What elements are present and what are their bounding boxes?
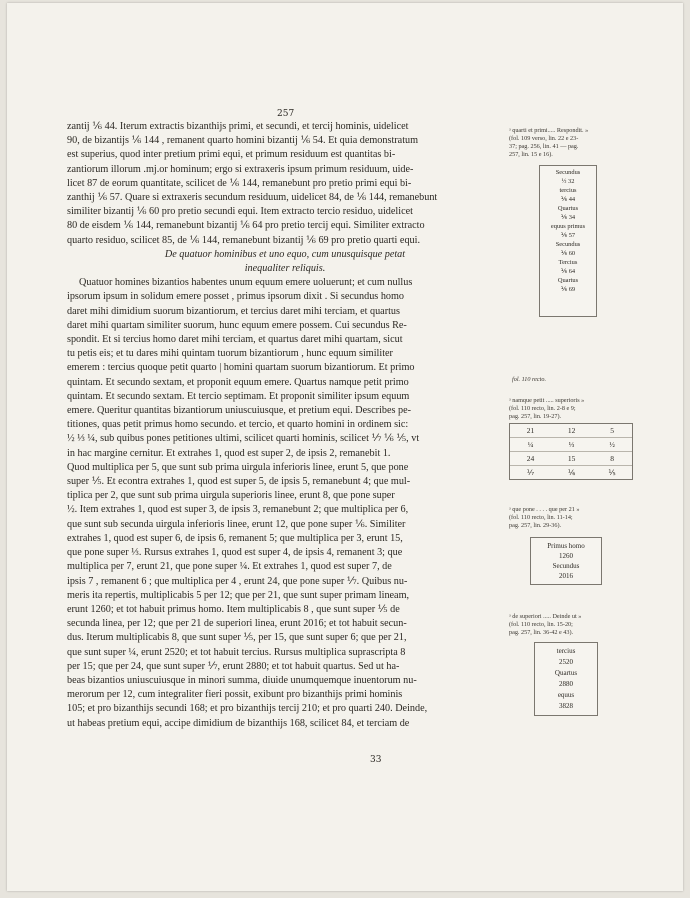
text-line: secunda linea, per 12; que per 21 de superiori linea, erunt 2016; et tot habuit secun- xyxy=(67,618,407,630)
margin-note-3 xyxy=(509,506,641,530)
text-line: quintam. Et secundo sextam. Et tercio septimam. Et proponit similiter ipsum equum xyxy=(67,390,410,402)
box-label: Secundus xyxy=(552,562,580,570)
grid-cell: ¼ xyxy=(510,438,551,452)
text-line: daret mihi quartam similiter suorum, hunc equum emere possem. Cui secundus Re- xyxy=(67,319,407,331)
box-value: ⅙ 44 xyxy=(560,196,576,203)
margin-note-4 xyxy=(509,613,641,637)
page-number: 257 xyxy=(277,109,295,119)
grid-cell: ⅐ xyxy=(526,468,535,477)
text-line: in hac margine cernitur. Et extrahes 1, quod est super 2, de ipsis 2, remanebit 1. xyxy=(67,447,391,459)
text-line: quintam. Et secundo sextam, et proponit equum emere. Quartus namque petit primo xyxy=(67,376,409,388)
text-line: zantiorum illorum .mj.or hominum; ergo si extraxeris ipsum primum residuum, uide- xyxy=(67,163,414,175)
text-line: Quatuor homines bizantios habentes unum equum emere uoluerunt; et cum nullus xyxy=(79,277,413,289)
text-line: ½ ⅓ ¼, sub quibus pones petitiones ultimi, scilicet quarti hominis, scilicet ⅐ ⅙ ⅕, vt xyxy=(67,433,420,445)
text-line: dus. Iterum multiplicabis 8, que sunt super ⅕, per 15, que sunt super 6; que per 21, xyxy=(67,632,407,644)
text-line: per 15; que per 24, que sunt super ⅐, erunt 2880; et tot habuit quartus. Sed ut ha- xyxy=(67,660,400,672)
note-line: ᵃ que pone . . . . que per 21 » xyxy=(509,506,580,513)
box-value: 2520 xyxy=(559,658,573,666)
text-line: extrahes 1, quod est super 6, de ipsis 6, remanent 5; que multiplica per 3, erunt 15, xyxy=(67,532,403,544)
grid-row xyxy=(510,466,632,480)
grid-cell: 5 xyxy=(592,424,632,438)
note-line: (fol. 109 verso, lin. 22 e 23- xyxy=(509,135,579,142)
margin-note-1 xyxy=(509,127,641,159)
margin-note-2 xyxy=(509,397,641,421)
box-value: ½ 32 xyxy=(561,178,575,185)
text-line: beas bizantios uniuscuiusque in minori summa, diuide unumquemque inuentorum nu- xyxy=(67,674,417,686)
margin-grid xyxy=(509,423,633,480)
box-value: ⅙ 64 xyxy=(560,268,576,275)
box-label: Quartus xyxy=(557,205,579,212)
text-line: est superius, quod inter pretium primi equi, et primum residuum est quantitas bi- xyxy=(67,149,396,161)
note-line: (fol. 110 recto, lin. 2-8 e 9; xyxy=(509,405,576,412)
text-line: ipsorum ipsum in solidum emere posset , primus ipsorum dixit . Si secundus homo xyxy=(67,291,405,303)
grid-cell: ½ xyxy=(592,438,632,452)
text-line: similiter bizantij ⅙ 60 pro pretio secundi equi. Item extracto tercio residuo, uidelicet xyxy=(67,206,413,218)
note-line: (fol. 110 recto, lin. 15-20; xyxy=(509,621,573,628)
note-line: pag. 257, lin. 19-27). xyxy=(509,413,562,420)
text-line: ipsis 7 , remanent 6 ; que multiplica per 4 , erunt 24, que pone super ⅐. Quibus nu- xyxy=(67,575,408,587)
text-line: tiplica per 2, que sunt sub prima uirgula superioris linee, erunt 8, que pone super xyxy=(67,490,395,502)
text-line: zanthij ⅙ 57. Quare si extraxeris secundum residuum, uidelicet 84, de ⅙ 144, remanebunt xyxy=(67,192,438,204)
box-value: ⅙ 34 xyxy=(560,214,576,221)
text-line: emerem : tercius quoque petit quarto | homini quartam suorum bizantiorum. Et primo xyxy=(67,362,415,374)
grid-cell: 8 xyxy=(592,452,632,466)
main-text xyxy=(67,120,503,731)
margin-box-first-second xyxy=(530,537,602,585)
box-value: ⅙ 60 xyxy=(560,250,576,257)
text-line: spondit. Et si tercius homo daret mihi terciam, et quartus daret mihi quartam, sicut xyxy=(67,334,403,346)
box-value: 2880 xyxy=(559,680,573,688)
box-label: Secundus xyxy=(555,169,581,176)
box-value: 2016 xyxy=(559,572,573,580)
text-line: 90, de bizantijs ⅙ 144 , remanent quarto homini bizantij ⅙ 54. Et quia demonstratum xyxy=(67,135,419,147)
box-label: Quartus xyxy=(554,669,578,677)
text-line: multiplica per 7, erunt 21, que pone super ¼. Et extrahes 1, quod est super 7, de xyxy=(67,561,392,573)
box-label: equus primus xyxy=(550,223,586,230)
note-line: ᵃ namque petit ..... superioris » xyxy=(509,397,585,404)
text-line: tu petis eis; et tu dares mihi quintam tuorum bizantiorum , hunc equum similiter xyxy=(67,348,393,360)
text-line: zantij ⅙ 44. Iterum extractis bizanthijs primi, et secundi, et tercij hominis, uidelicet xyxy=(67,121,409,132)
box-label: Secundus xyxy=(555,241,581,248)
grid-cell: 12 xyxy=(551,424,592,438)
text-line: Quod multiplica per 5, que sunt sub prima uirgula inferioris linee, erunt 5, que pone xyxy=(67,461,409,473)
text-line: 80 de eisdem ⅙ 144, remanebunt bizantij ⅙ 64 pro pretio tercij equi. Similiter extracto xyxy=(67,220,425,232)
box-label: tercius xyxy=(559,187,577,194)
text-line: merorum per 12, cum integraliter fieri possit, exibunt pro bizanthijs primi hominis xyxy=(67,689,403,701)
grid-cell: 15 xyxy=(551,452,592,466)
section-heading: inequaliter reliquis. xyxy=(244,263,326,275)
grid-row xyxy=(510,424,632,438)
note-line: 37; pag. 256, lin. 41 — pag. xyxy=(509,143,579,150)
box-value: ⅙ 69 xyxy=(560,286,576,293)
note-line: 257, lin. 15 e 16). xyxy=(509,151,553,158)
grid-cell: 21 xyxy=(510,424,551,438)
grid-cell: ⅙ xyxy=(567,468,576,477)
text-line: 105; et pro bizanthijs secundi 168; et pro bizanthijs tercij 210; et pro quarti 240. Deinde, xyxy=(67,703,428,715)
text-line: super ⅕. Et econtra extrahes 1, quod est super 5, de ipsis 5, remanebunt 4; que mul- xyxy=(67,476,411,488)
note-line: pag. 257, lin. 36-42 e 43). xyxy=(509,629,574,636)
folio-reference: fol. 110 recto. xyxy=(512,376,547,383)
text-line: meris ita repertis, multiplicabis 5 per 12; que per 21, que sunt super primam lineam, xyxy=(67,589,410,601)
grid-cell: ⅓ xyxy=(551,438,592,452)
note-line: ᵃ de superiori ..... Deinde ut » xyxy=(509,613,582,620)
margin-box-prices xyxy=(539,165,597,317)
note-line: ᵃ quarti et primi..... Respondit. » xyxy=(509,127,589,134)
text-line: ut habeas pretium equi, accipe dimidium de bizanthijs 168, scilicet 84, et terciam de xyxy=(67,717,410,729)
box-value: 3828 xyxy=(559,702,573,710)
text-line: ½. Item extrahes 1, quod est super 3, de ipsis 3, remanebunt 2; que multiplica per 6, xyxy=(67,504,409,516)
box-value: 1260 xyxy=(559,552,573,560)
text-line: titiones, quas petit primus homo secundo. et tercio, et quarto homini in ordinem sic: xyxy=(67,419,409,431)
box-label: Tercius xyxy=(558,259,578,266)
box-label: Primus homo xyxy=(547,542,585,550)
margin-box-third-fourth xyxy=(534,642,598,716)
text-line: que pone super ⅓. Rursus extrahes 1, quod est super 4, de ipsis 4, remanent 3; que xyxy=(67,547,403,559)
text-line: quarto residuo, scilicet 85, de ⅙ 144, remanebunt bizantij ⅙ 69 pro pretio quarti equi. xyxy=(67,234,421,246)
box-label: equus xyxy=(557,691,575,699)
text-line: daret mihi dimidium suorum bizantiorum, et tercius daret mihi terciam, et quartus xyxy=(67,305,400,317)
text-line: licet 87 de eorum quantitate, scilicet de ⅙ 144, remanebunt pro pretio primi equi bi- xyxy=(67,177,412,189)
footer-number: 33 xyxy=(370,755,382,765)
box-label: tercius xyxy=(556,647,576,655)
grid-cell: ⅕ xyxy=(608,468,616,477)
box-label: Quartus xyxy=(557,277,579,284)
box-value: ⅙ 57 xyxy=(560,232,576,239)
grid-cell: 24 xyxy=(510,452,551,466)
text-line: que sunt sub secunda uirgula inferioris linee, erunt 12, que pone super ⅙. Similiter xyxy=(67,518,406,530)
text-line: erunt 1260; et tot habuit primus homo. Item multiplicabis 8 , que sunt super ⅕ de xyxy=(67,603,400,615)
grid-row xyxy=(510,438,632,452)
text-line: emere. Queritur quantitas bizantiorum uniuscuiusque, et pretium equi. Describes pe- xyxy=(67,405,412,417)
grid-row xyxy=(510,452,632,466)
text-line: que sunt super ¼, erunt 2520; et tot habuit tercius. Rursus multiplica suprascripta 8 xyxy=(67,646,406,658)
section-heading: De quatuor hominibus et uno equo, cum unusquisque petat xyxy=(164,248,406,260)
note-line: (fol. 110 recto, lin. 11-14; xyxy=(509,514,573,521)
note-line: pag. 257, lin. 29-36). xyxy=(509,522,562,529)
